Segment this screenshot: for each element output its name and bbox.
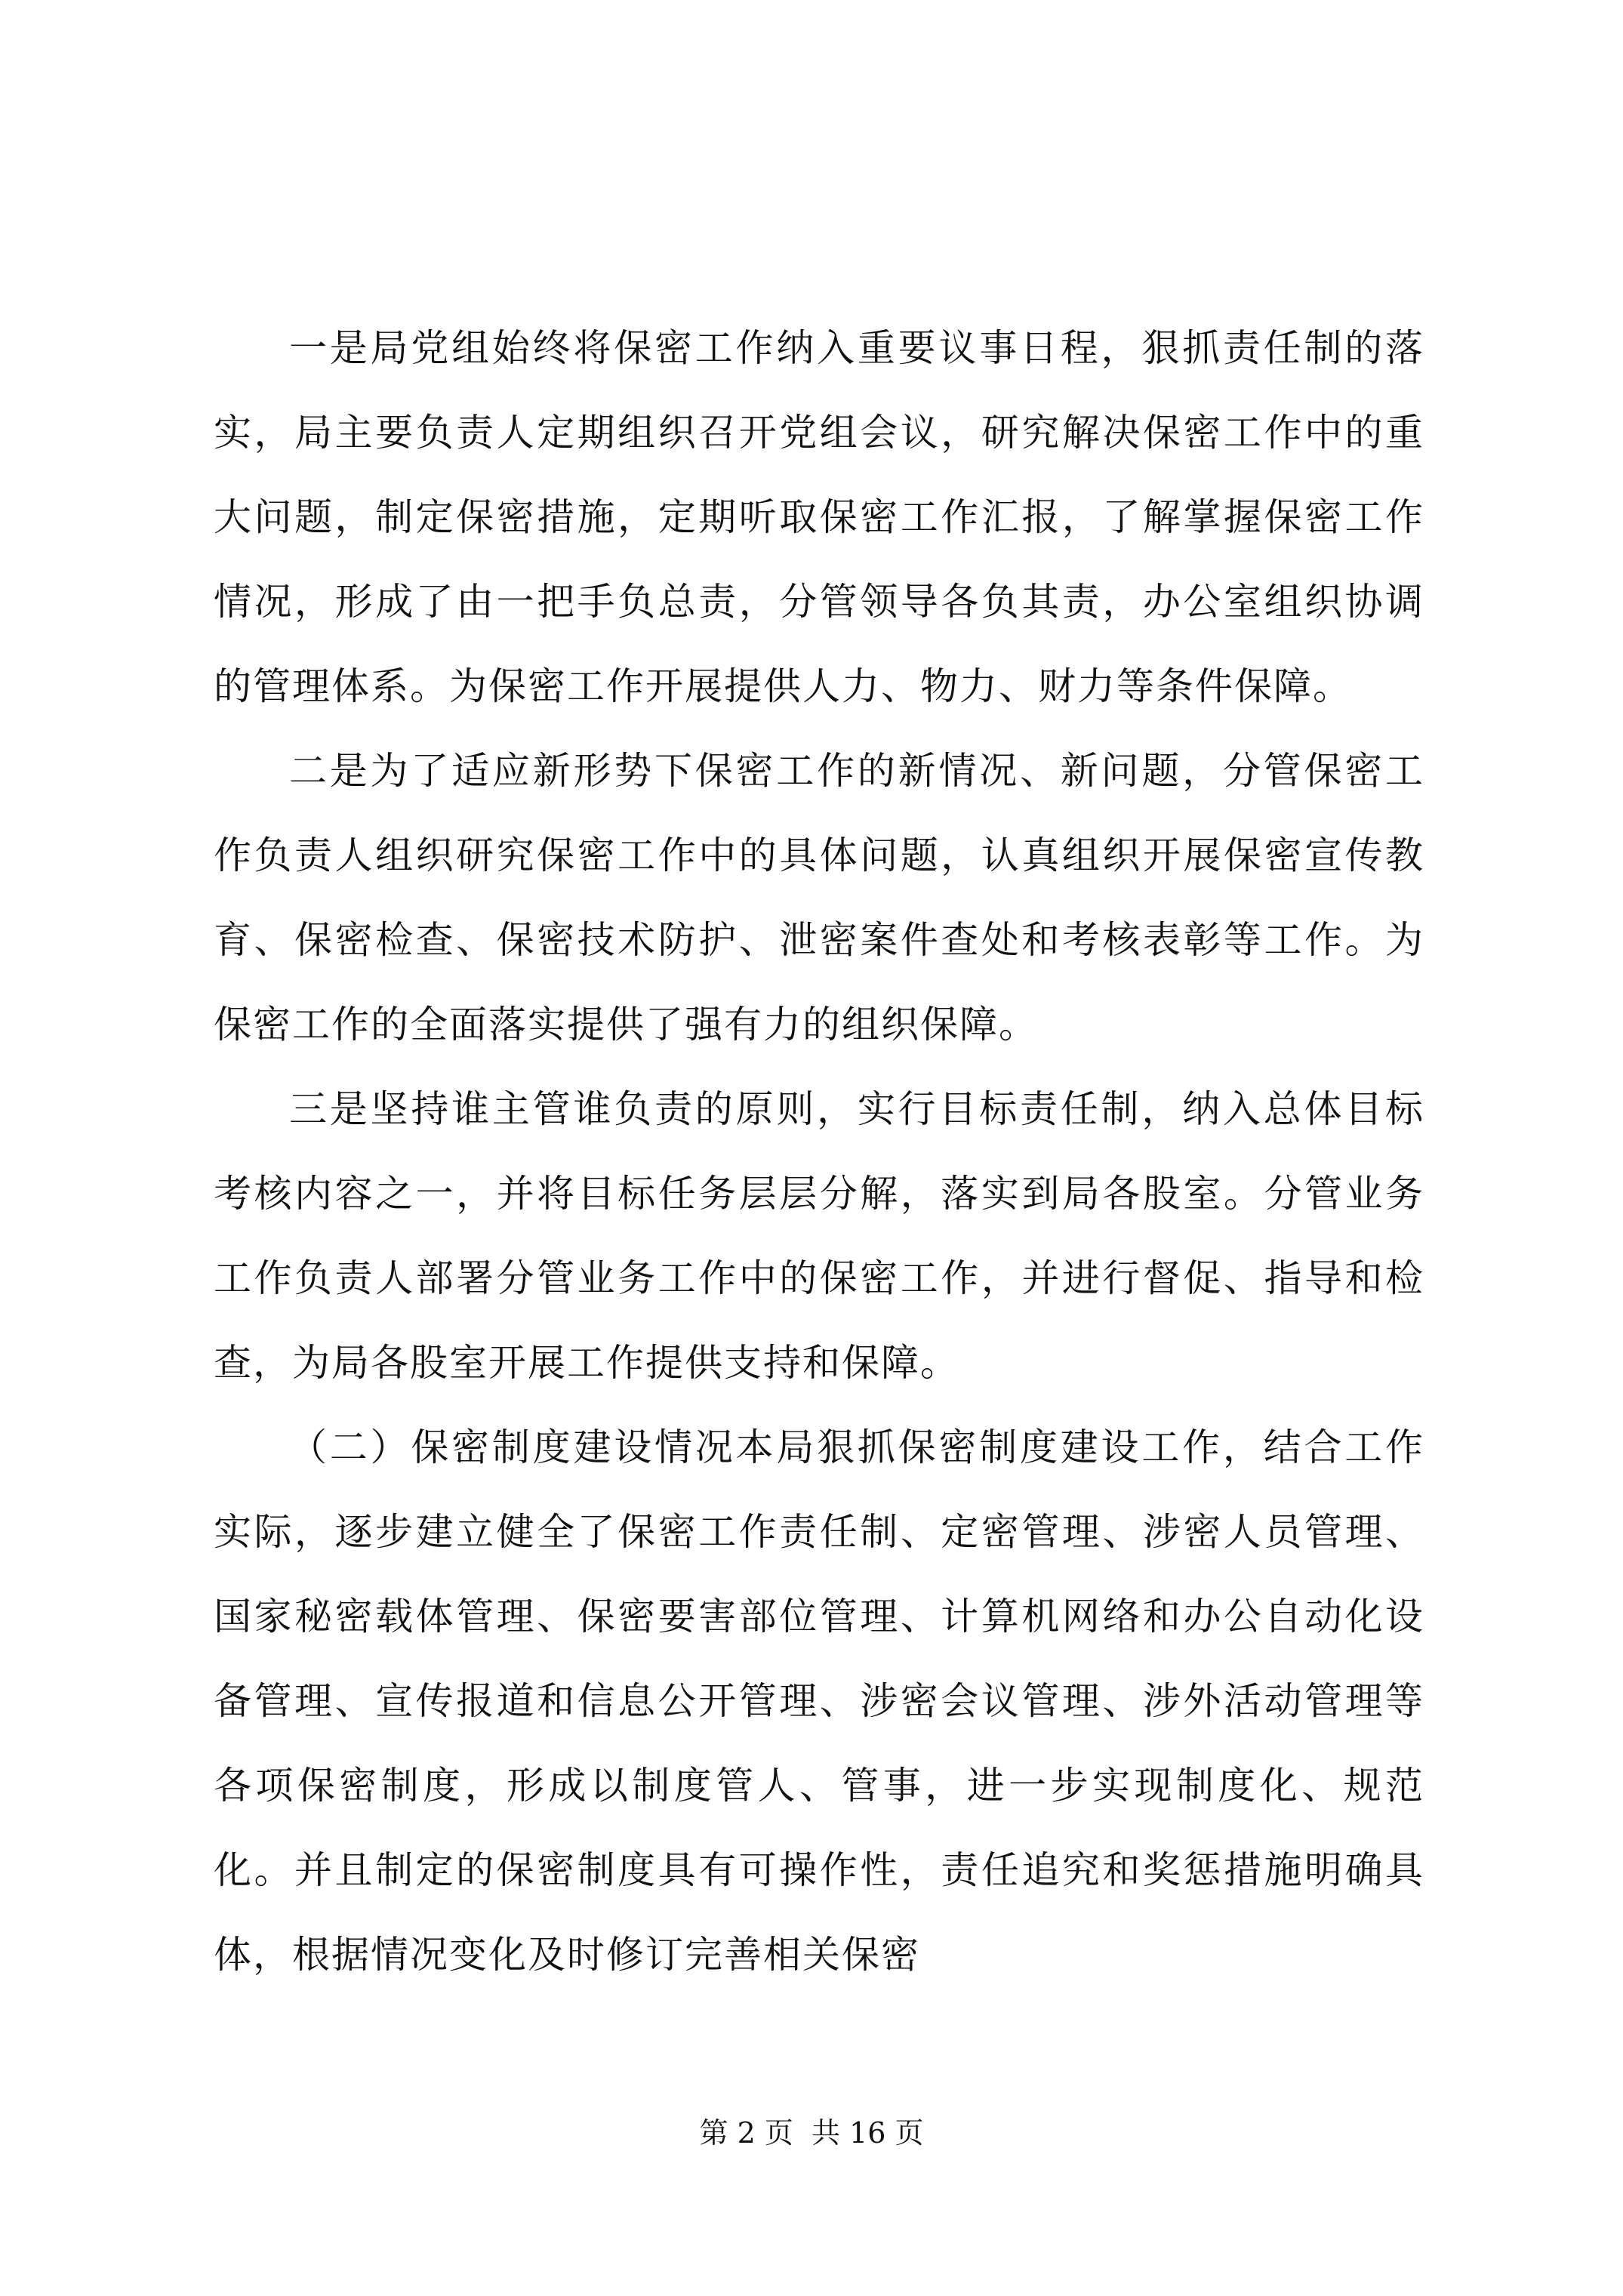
paragraph-2: 二是为了适应新形势下保密工作的新情况、新问题，分管保密工作负责人组织研究保密工作中的具体问题，认真组织开展保密宣传教育、保密检查、保密技术防护、泄密案件查处和考核表彰等工作。为保密工作的全面落实提供了强有力的组织保障。	[214, 749, 1424, 1046]
paragraph-1: 一是局党组始终将保密工作纳入重要议事日程，狠抓责任制的落实，局主要负责人定期组织召开党组会议，研究解决保密工作中的重大问题，制定保密措施，定期听取保密工作汇报，了解掌握保密工作情况，形成了由一把手负总责，分管领导各负其责，办公室组织协调的管理体系。为保密工作开展提供人力、物力、财力等条件保障。	[214, 326, 1424, 708]
document-body	[214, 306, 1424, 1997]
page-number: 第 2 页 共 16 页	[699, 2116, 924, 2150]
paragraph-4: （二）保密制度建设情况本局狠抓保密制度建设工作，结合工作实际，逐步建立健全了保密工作责任制、定密管理、涉密人员管理、国家秘密载体管理、保密要害部位管理、计算机网络和办公自动化设备管理、宣传报道和信息公开管理、涉密会议管理、涉外活动管理等各项保密制度，形成以制度管人、管事，进一步实现制度化、规范化。并且制定的保密制度具有可操作性，责任追究和奖惩措施明确具体，根据情况变化及时修订完善相关保密	[214, 1425, 1424, 1977]
paragraph-3: 三是坚持谁主管谁负责的原则，实行目标责任制，纳入总体目标考核内容之一，并将目标任务层层分解，落实到局各股室。分管业务工作负责人部署分管业务工作中的保密工作，并进行督促、指导和检查，为局各股室开展工作提供支持和保障。	[214, 1087, 1424, 1385]
page-footer	[0, 2114, 1623, 2152]
